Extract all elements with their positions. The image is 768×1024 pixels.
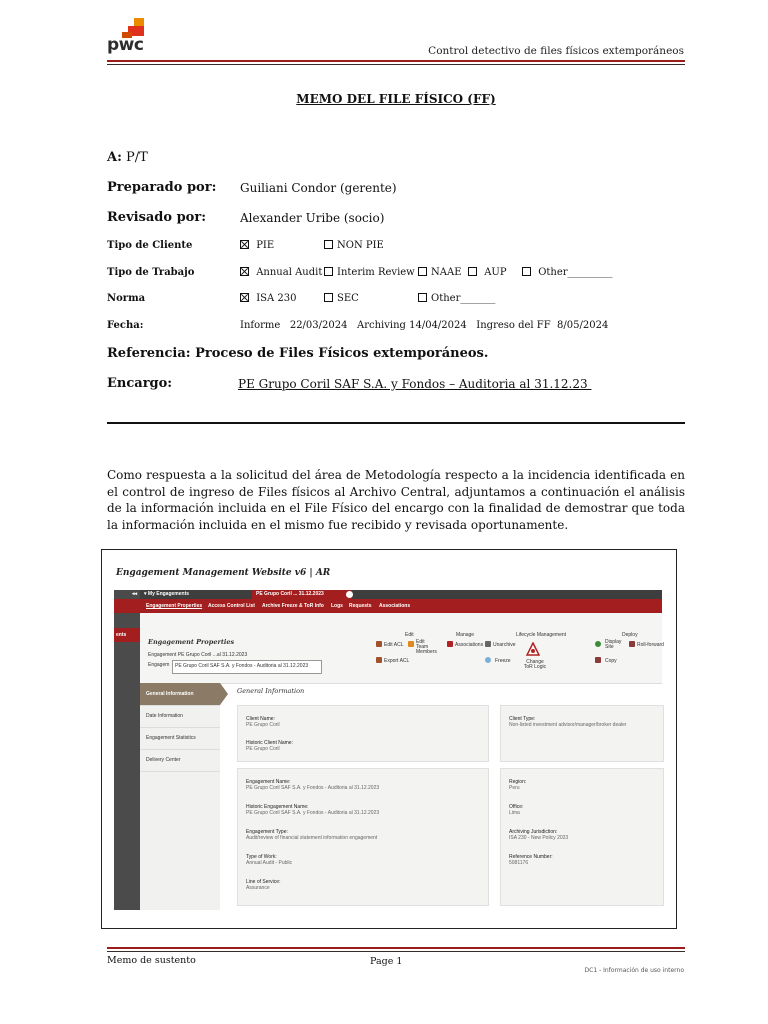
emw-nav-statistics[interactable]: Engagement Statistics: [140, 727, 220, 750]
emw-menu-acl[interactable]: Access Control List: [208, 603, 255, 609]
edit-team-icon: [408, 641, 414, 647]
field-a-label: A:: [107, 150, 122, 165]
nav-active-arrow-icon: [220, 683, 228, 705]
unarchive-icon: [485, 641, 491, 647]
emw-tab-close-icon[interactable]: [346, 591, 353, 598]
emw-engagement-line: Engagement PE Grupo Coril ...al 31.12.2023: [148, 652, 248, 658]
work-type-naae[interactable]: NAAE: [418, 267, 462, 278]
prepared-value: Guiliani Condor (gerente): [240, 181, 397, 195]
emw-general-info-title: General Information: [237, 687, 305, 695]
norm-other[interactable]: Other_______: [418, 293, 495, 304]
export-acl-icon: [376, 657, 382, 663]
date-value: Informe 22/03/2024 Archiving 14/04/2024 Ingreso del FF 8/05/2024: [240, 320, 609, 331]
emw-group-manage: Manage: [456, 632, 475, 638]
footer-classification: DC1 - Información de uso interno: [584, 967, 684, 974]
emw-tab-my-engagements[interactable]: ▾ My Engagements: [144, 591, 190, 597]
section-divider: [107, 422, 685, 424]
emw-side-label-2: ents: [116, 632, 127, 638]
edit-acl-icon: [376, 641, 382, 647]
checkbox-empty-icon: [522, 267, 531, 276]
checkbox-empty-icon: [418, 293, 427, 302]
emw-menu-associations[interactable]: Associations: [379, 603, 411, 609]
copy-icon: [595, 657, 601, 663]
header-rule-dark: [107, 64, 685, 65]
header-title: Control detectivo de files físicos extemporáneos: [428, 45, 684, 57]
emw-nav-general[interactable]: General Information: [140, 683, 220, 706]
client-type-pie[interactable]: PIE: [240, 240, 274, 251]
emw-btn-freeze[interactable]: Freeze: [495, 658, 511, 664]
emw-btn-roll-forward[interactable]: Roll-forward: [637, 642, 664, 648]
field-a-value: P/T: [126, 150, 148, 165]
checkbox-empty-icon: [324, 240, 333, 249]
emw-menu-archive[interactable]: Archive Freeze & ToR Info: [262, 603, 324, 609]
pwc-logo-text: pwc: [107, 35, 144, 55]
work-type-aup[interactable]: AUP: [468, 267, 507, 278]
emw-left-nav: [140, 683, 220, 910]
emw-panel-region: Region: Peru Office: Lima Archiving Jurisdiction: ISA 230 - New Policy 2023 Reference Number: 5081176: [500, 768, 664, 906]
emw-properties-title: Engagement Properties: [148, 638, 235, 646]
emw-btn-change-tor[interactable]: Change ToR Logic: [523, 659, 547, 670]
change-tor-icon: [526, 642, 540, 656]
emw-top-tabs: [140, 590, 662, 599]
emw-collapse-icon[interactable]: ◂◂: [132, 591, 138, 597]
display-site-icon: [595, 641, 601, 647]
emw-btn-export-acl[interactable]: Export ACL: [384, 658, 410, 664]
prepared-label: Preparado por:: [107, 180, 217, 195]
field-a: [107, 150, 148, 165]
associations-icon: [447, 641, 453, 647]
footer-rule-dark: [107, 951, 685, 952]
emw-btn-copy[interactable]: Copy: [605, 658, 617, 664]
emw-btn-associations[interactable]: Associations: [455, 642, 484, 648]
emw-panel-client-type: Client Type: Non-listed investment advisor/manager/broker dealer: [500, 705, 664, 762]
work-type-label: Tipo de Trabajo: [107, 267, 195, 278]
norm-isa-230[interactable]: ISA 230: [240, 293, 296, 304]
emw-menu-properties[interactable]: Engagement Properties: [146, 603, 203, 609]
roll-forward-icon: [629, 641, 635, 647]
engagement-label: Encargo:: [107, 376, 173, 391]
checkbox-checked-icon: [240, 240, 249, 249]
emw-group-deploy: Deploy: [622, 632, 638, 638]
work-type-other[interactable]: Other_________: [522, 267, 613, 278]
checkbox-empty-icon: [324, 293, 333, 302]
checkbox-empty-icon: [468, 267, 477, 276]
date-label: Fecha:: [107, 320, 144, 331]
norm-label: Norma: [107, 293, 146, 304]
checkbox-checked-icon: [240, 267, 249, 276]
header-rule-red: [107, 60, 685, 62]
client-type-label: Tipo de Cliente: [107, 240, 193, 251]
emw-btn-display-site[interactable]: Display Site: [605, 639, 622, 650]
freeze-icon: [485, 657, 491, 663]
emw-engagement-line2: Engagem: [148, 662, 170, 668]
work-type-annual-audit[interactable]: Annual Audit: [240, 267, 322, 278]
client-type-non-pie[interactable]: NON PIE: [324, 240, 384, 251]
emw-tooltip-text: PE Grupo Coril SAF S.A. y Fondos - Auditoria al 31.12.2023: [175, 663, 309, 669]
body-paragraph: Como respuesta a la solicitud del área de Metodología respecto a la incidencia identificada en el control de ingreso de Files físicos al Archivo Central, adjuntamos a continuación el análisis de la información incluida en el File Físico del encargo con la finalidad de demostrar que toda la información incluida en el mismo fue recibido y revisada oportunamente.: [107, 468, 685, 532]
emw-window-title: Engagement Management Website v6 | AR: [116, 568, 331, 578]
emw-tab-engagement[interactable]: PE Grupo Coril ... 31.12.2023: [256, 591, 324, 597]
chevron-down-icon: ▾: [144, 591, 147, 597]
checkbox-checked-icon: [240, 293, 249, 302]
memo-title: MEMO DEL FILE FÍSICO (FF): [296, 92, 496, 106]
emw-menu-logs[interactable]: Logs: [331, 603, 343, 609]
emw-menu-requests[interactable]: Requests: [349, 603, 372, 609]
work-type-interim-review[interactable]: Interim Review: [324, 267, 415, 278]
footer-rule-red: [107, 947, 685, 949]
emw-group-lifecycle: Lifecycle Management: [516, 632, 567, 638]
emw-panel-client: Client Name: PE Grupo Coril Historic Client Name: PE Grupo Coril: [237, 705, 489, 762]
emw-nav-delivery[interactable]: Delivery Center: [140, 749, 220, 772]
checkbox-empty-icon: [418, 267, 427, 276]
emw-panel-engagement: Engagement Name: PE Grupo Coril SAF S.A. y Fondos - Auditoria al 31.12.2023 Historic Engagement Name: PE Grupo Coril SAF S.A. y Fondos - Auditoria al 31.12.2023 Engagement Type: Audit/review of financial statement information engagement Type of Work: Annual Audit - Public Line of Service: Assurance: [237, 768, 489, 906]
emw-btn-unarchive[interactable]: Unarchive: [493, 642, 516, 648]
emw-nav-date[interactable]: Date Information: [140, 705, 220, 728]
footer-left: Memo de sustento: [107, 955, 196, 966]
embedded-screenshot: [101, 549, 677, 929]
norm-sec[interactable]: SEC: [324, 293, 359, 304]
footer-page: Page 1: [370, 956, 403, 967]
reviewed-value: Alexander Uribe (socio): [240, 211, 385, 225]
reference-label: Referencia: Proceso de Files Físicos extemporáneos.: [107, 346, 489, 361]
checkbox-empty-icon: [324, 267, 333, 276]
emw-btn-edit-team[interactable]: Edit Team Members: [416, 639, 437, 655]
reviewed-label: Revisado por:: [107, 210, 207, 225]
emw-btn-edit-acl[interactable]: Edit ACL: [384, 642, 404, 648]
emw-group-edit: Edit: [405, 632, 414, 638]
engagement-value: PE Grupo Coril SAF S.A. y Fondos – Auditoria al 31.12.23: [238, 377, 592, 391]
